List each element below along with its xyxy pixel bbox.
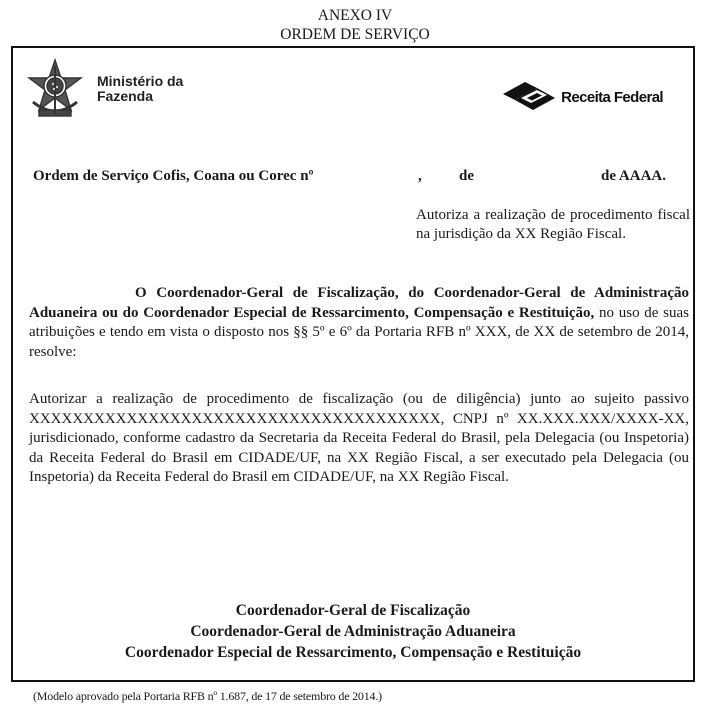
form-frame: [11, 46, 695, 682]
signer-line-1: Coordenador-Geral de Fiscalização: [235, 602, 471, 619]
brasao-seal-icon: [25, 58, 85, 120]
ministerio-fazenda-logo: [25, 58, 183, 120]
receita-federal-mark-icon: [501, 80, 557, 114]
receita-federal-text: Receita Federal: [561, 88, 663, 106]
signature-block: [13, 600, 693, 663]
ementa-text: Autoriza a realização de procedimento fiscal na jurisdição da XX Região Fiscal.: [416, 207, 690, 242]
ministerio-text: Ministério da: [97, 73, 184, 89]
paragraph-resolve-bold: O Coordenador-Geral de Fiscalização, do Coordenador-Geral de Administração Aduaneira ou do Coordenador Especial de Ressarcimento, Compensação e Restituição,: [29, 285, 689, 321]
paragraph-resolve-normal: no uso de suas atribuições e tendo em vista o disposto nos §§ 5º e 6º da Portaria RFB nº XXX, de XX de setembro de 2014, resolve:: [29, 304, 689, 360]
date-de-aaaa: de AAAA.: [601, 168, 667, 184]
paragraph-resolve: [29, 284, 689, 362]
document-title: ORDEM DE SERVIÇO: [280, 26, 430, 43]
receita-federal-logo: [501, 80, 663, 114]
document-header: [0, 6, 710, 44]
ordem-servico-line: [13, 168, 693, 188]
paragraph-autorizar: Autorizar a realização de procedimento de fiscalização (ou de diligência) junto ao sujeito passivo XXXXXXXXXXXXXXXXXXXXXXXXXXXXXXXXXXXXXX, CNPJ nº XX.XXX.XXX/XXXX-XX, jurisdicionado, conforme cadastro da Secretaria da Receita Federal do Brasil, pela Delegacia (ou Inspetoria) da Receita Federal do Brasil em CIDADE/UF, na XX Região Fiscal, a ser executado pela Delegacia (ou Inspetoria) da Receita Federal do Brasil em CIDADE/UF, na XX Região Fiscal.: [29, 391, 689, 485]
footnote: (Modelo aprovado pela Portaria RFB nº 1.687, de 17 de setembro de 2014.): [33, 689, 382, 703]
number-comma: ,: [418, 168, 422, 184]
ordem-servico-prefix: Ordem de Serviço Cofis, Coana ou Corec nº: [33, 168, 314, 184]
annex-title: ANEXO IV: [317, 7, 393, 24]
signer-line-3: Coordenador Especial de Ressarcimento, Compensação e Restituição: [124, 644, 582, 661]
signer-line-2: Coordenador-Geral de Administração Aduaneira: [190, 623, 516, 640]
date-de: de: [459, 168, 474, 184]
fazenda-text: Fazenda: [97, 88, 154, 104]
